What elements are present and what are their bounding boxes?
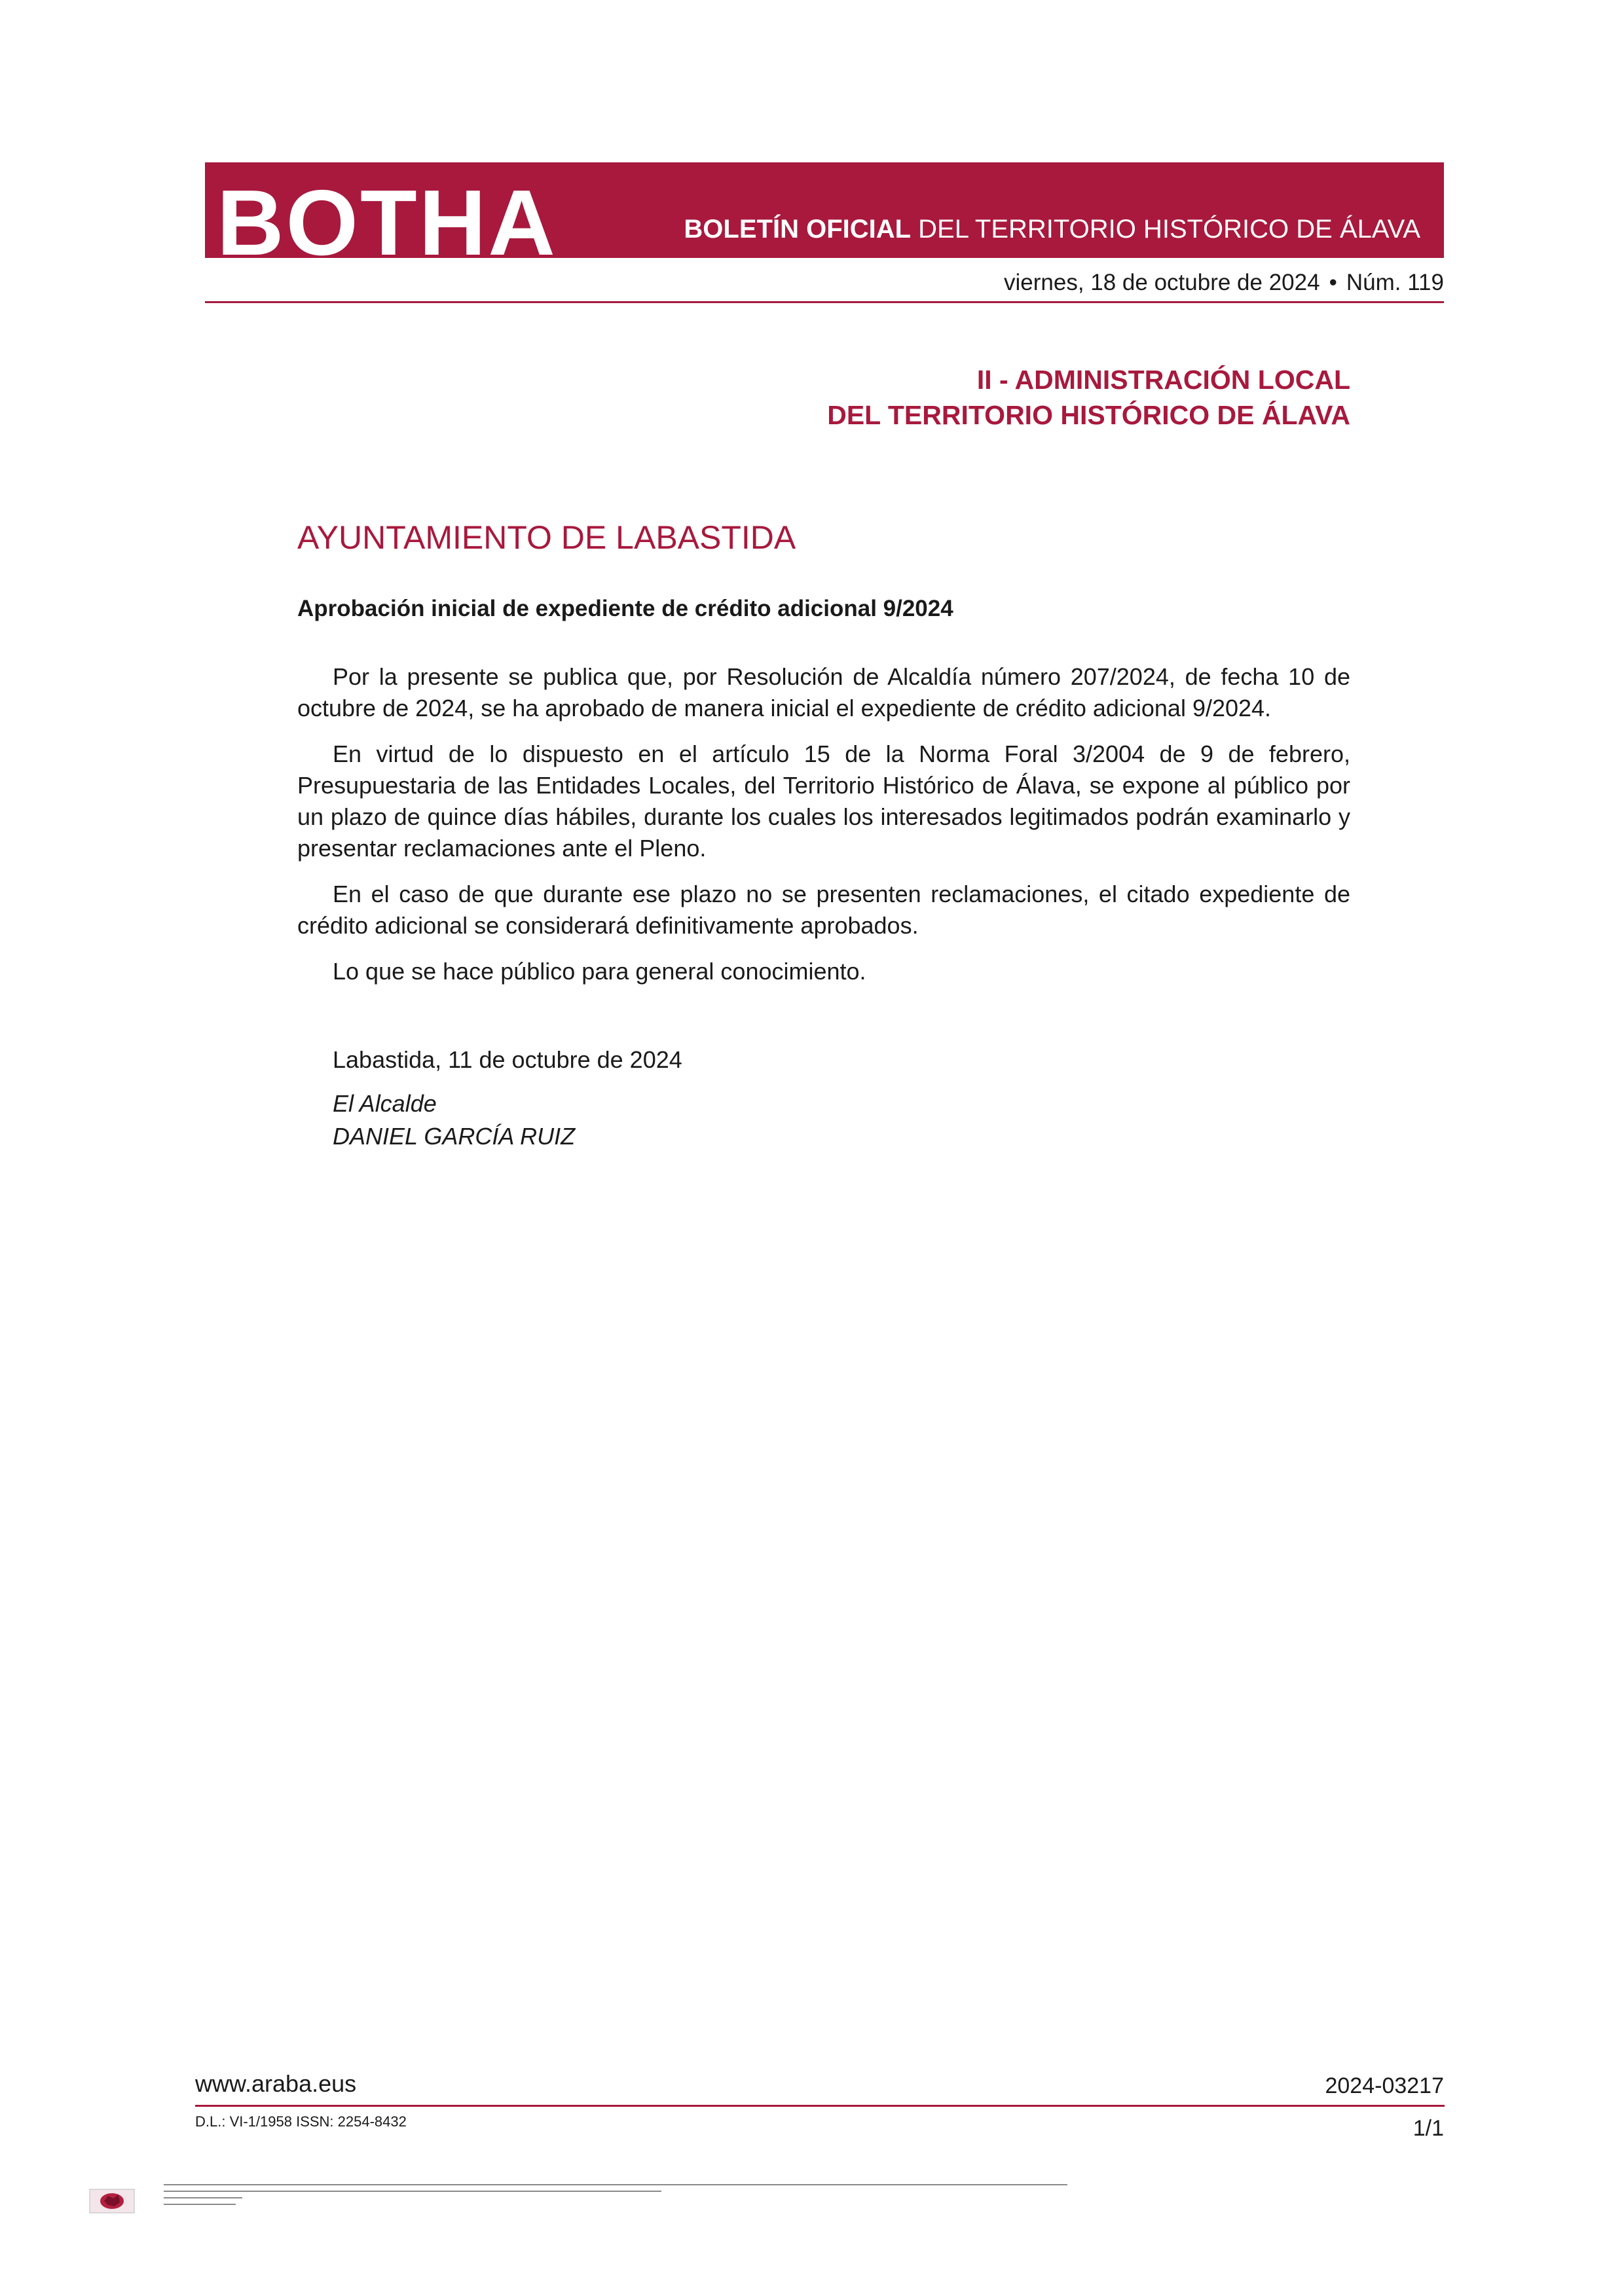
paragraph: En el caso de que durante ese plazo no se presenten reclamaciones, el citado expediente de crédito adicional se considerará definitivamente aprobados. — [297, 881, 1350, 939]
section-line-1: II - ADMINISTRACIÓN LOCAL — [976, 365, 1350, 395]
electronic-seal-icon — [88, 2185, 136, 2217]
section-heading — [827, 362, 1350, 433]
bullet-separator-icon: • — [1329, 270, 1337, 295]
signer-name: DANIEL GARCÍA RUIZ — [333, 1123, 576, 1150]
issue-number: Núm. 119 — [1346, 270, 1444, 295]
electronic-signature-block — [164, 2183, 1146, 2224]
footer-page-number: 1/1 — [1412, 2116, 1444, 2141]
bulletin-title-bold: BOLETÍN OFICIAL — [684, 215, 912, 244]
footer-rule — [195, 2105, 1445, 2107]
header-band — [205, 162, 1444, 258]
paragraph: En virtud de lo dispuesto en el artículo 15 de la Norma Foral 3/2004 de 9 de febrero, Presupuestaria de las Entidades Locales, del Territorio Histórico de Álava, se expone al público por un plazo de quince días hábiles, durante los cuales los interesados legitimados podrán examinarlo y presentar reclamaciones ante el Pleno. — [297, 740, 1350, 862]
bulletin-title — [684, 216, 1420, 242]
paragraph: Por la presente se publica que, por Resolución de Alcaldía número 207/2024, de fecha 10 de octubre de 2024, se ha aprobado de manera inicial el expediente de crédito adicional 9/2024. — [297, 663, 1350, 721]
footer-document-code: 2024-03217 — [1325, 2073, 1444, 2098]
section-line-2: DEL TERRITORIO HISTÓRICO DE ÁLAVA — [827, 400, 1350, 430]
botha-logo: BOTHA — [217, 171, 557, 258]
issue-line — [1004, 270, 1444, 296]
document-body — [297, 661, 1350, 1002]
place-date: Labastida, 11 de octubre de 2024 — [333, 1046, 682, 1073]
footer-website-link[interactable]: www.araba.eus — [195, 2070, 357, 2097]
municipality-heading: AYUNTAMIENTO DE LABASTIDA — [297, 519, 796, 556]
document-title: Aprobación inicial de expediente de crédito adicional 9/2024 — [297, 596, 953, 621]
signer-role: El Alcalde — [333, 1090, 437, 1117]
issue-date: viernes, 18 de octubre de 2024 — [1004, 270, 1320, 295]
paragraph: Lo que se hace público para general conocimiento. — [333, 958, 866, 985]
footer-legal: D.L.: VI-1/1958 ISSN: 2254-8432 — [195, 2113, 407, 2130]
bulletin-title-rest: DEL TERRITORIO HISTÓRICO DE ÁLAVA — [911, 215, 1420, 244]
header-rule — [205, 301, 1444, 303]
